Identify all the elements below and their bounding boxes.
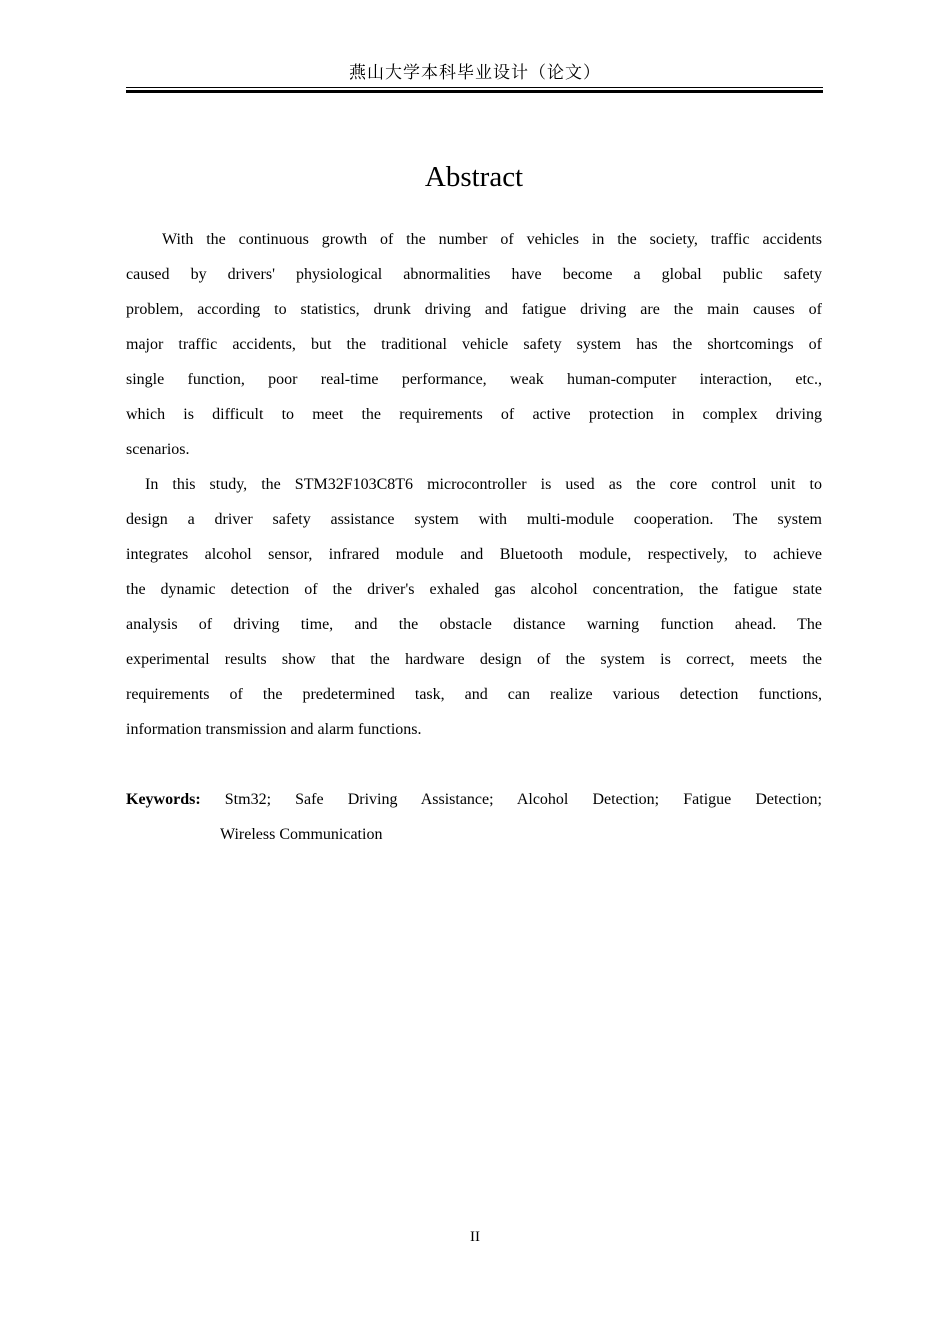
body-line: scenarios.: [126, 441, 190, 458]
paragraph-1: [126, 222, 822, 467]
keywords-label: Keywords:: [126, 791, 201, 808]
body-line: problem, according to statistics, drunk driving and fatigue driving are the main causes of: [126, 301, 822, 318]
body-line: single function, poor real-time performance, weak human-computer interaction, etc.,: [126, 371, 822, 388]
keywords-line: Wireless Communication: [220, 826, 383, 843]
body-line: In this study, the STM32F103C8T6 microcontroller is used as the core control unit to: [145, 476, 822, 493]
keywords-block: [126, 782, 822, 852]
body-line: analysis of driving time, and the obstacle distance warning function ahead. The: [126, 616, 822, 633]
keywords-line: [126, 782, 822, 817]
page-content: [126, 0, 822, 852]
abstract-title: Abstract: [424, 161, 524, 193]
paragraph-2: [126, 467, 822, 747]
body-line: design a driver safety assistance system with multi-module cooperation. The system: [126, 511, 822, 528]
body-line: caused by drivers' physiological abnormalities have become a global public safety: [126, 266, 822, 283]
page-number: II: [470, 1229, 480, 1245]
body-line: experimental results show that the hardware design of the system is correct, meets the: [126, 651, 822, 668]
abstract-body: [126, 222, 822, 747]
running-header: 燕山大学本科毕业设计（论文）: [349, 63, 601, 82]
body-line: With the continuous growth of the number of vehicles in the society, traffic accidents: [162, 231, 822, 248]
body-line: information transmission and alarm functions.: [126, 721, 422, 738]
keywords-text: Stm32; Safe Driving Assistance; Alcohol Detection; Fatigue Detection;: [224, 791, 822, 808]
body-line: which is difficult to meet the requirements of active protection in complex driving: [126, 406, 822, 423]
body-line: integrates alcohol sensor, infrared module and Bluetooth module, respectively, to achieve: [126, 546, 822, 563]
body-line: the dynamic detection of the driver's exhaled gas alcohol concentration, the fatigue state: [126, 581, 822, 598]
body-line: requirements of the predetermined task, and can realize various detection functions,: [126, 686, 822, 703]
body-line: major traffic accidents, but the traditional vehicle safety system has the shortcomings of: [126, 336, 822, 353]
